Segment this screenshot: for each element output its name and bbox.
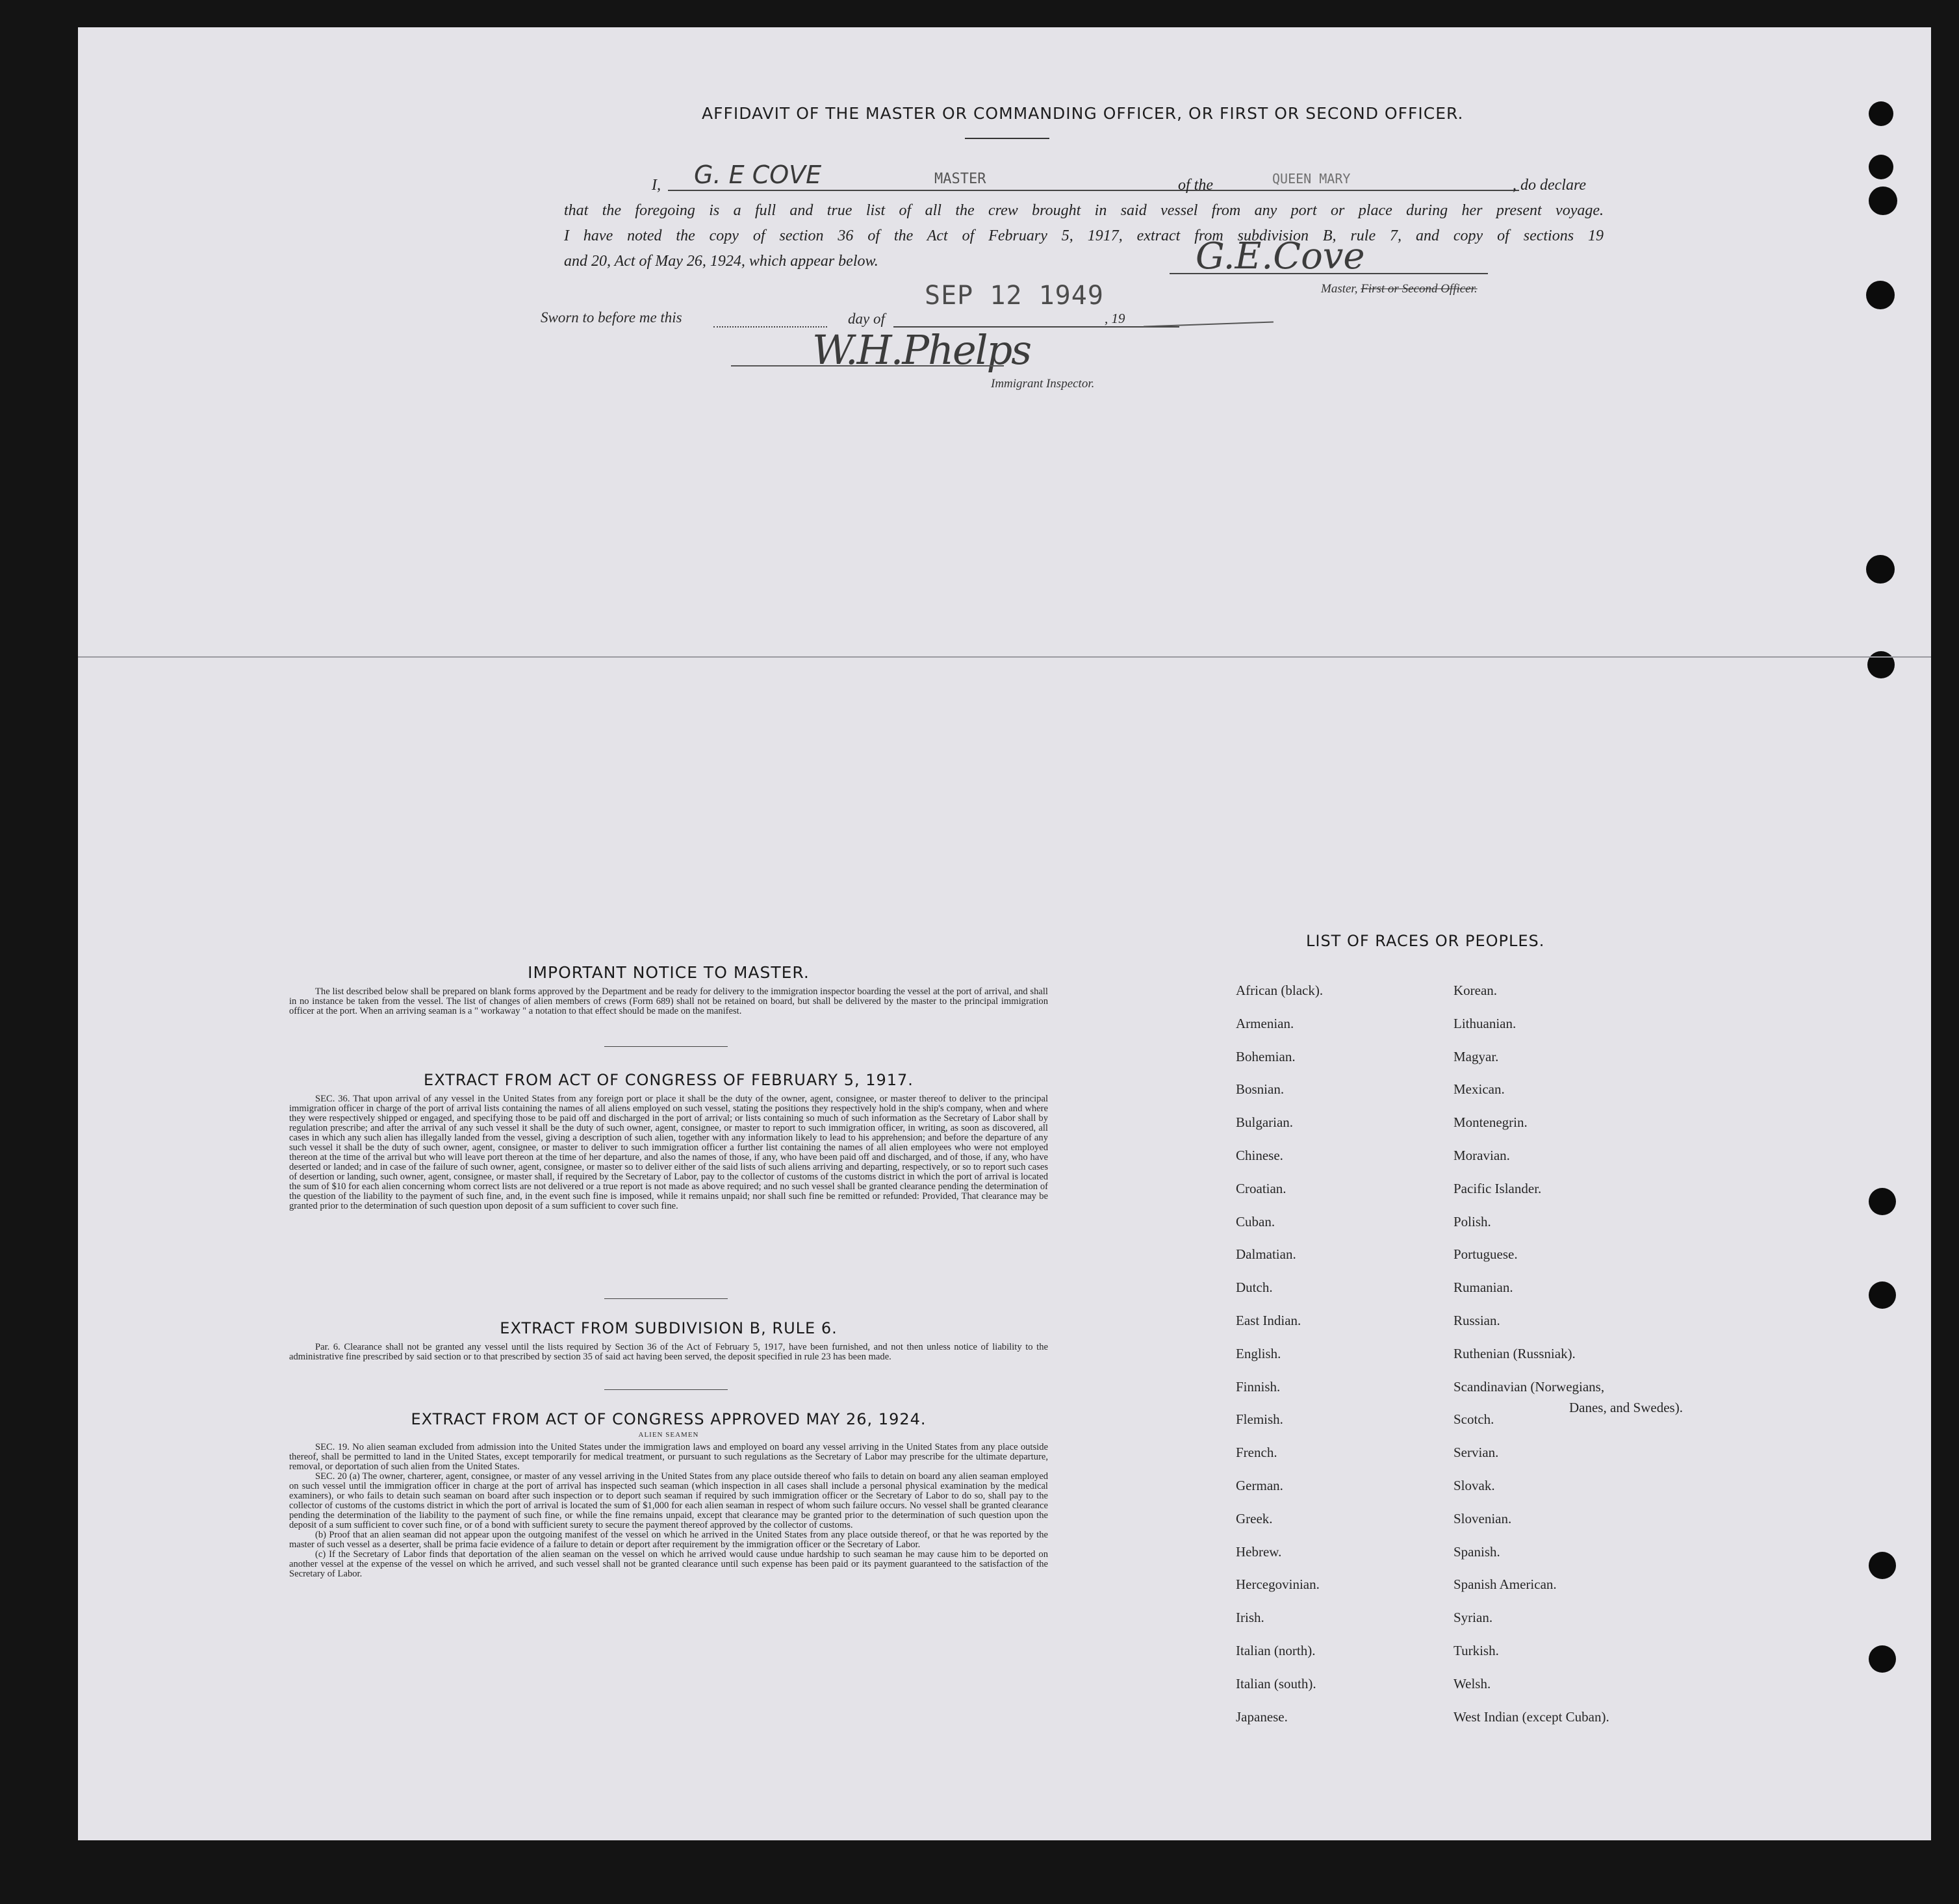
race-item-left: Finnish. [1236, 1378, 1281, 1395]
notice-title: IMPORTANT NOTICE TO MASTER. [528, 963, 810, 982]
race-item-right: Slovak. [1453, 1478, 1495, 1493]
race-item-left: Chinese. [1236, 1148, 1283, 1163]
struck-officer-caption: First or Second Officer. [1361, 282, 1478, 296]
master-caption-text: Master, [1321, 282, 1361, 296]
races-title: LIST OF RACES OR PEOPLES. [1306, 932, 1545, 950]
race-item-right: Lithuanian. [1453, 1015, 1517, 1031]
notice-section [289, 963, 1048, 1016]
race-item-left: Bulgarian. [1236, 1114, 1294, 1131]
race-item-left: Greek. [1236, 1510, 1273, 1526]
inspector-signature-line [731, 365, 1004, 367]
race-item-left: Flemish. [1236, 1411, 1283, 1428]
punch-hole [1869, 1188, 1896, 1215]
extract-1924-sec20b: (b) Proof that an alien seaman did not appear upon the outgoing manifest of the vessel on which he arrived in the United States from any place outside thereof, or that he was reported by the master of such vessel as a deserter, shall be prima facie evidence of a failure to detain or deport after requirement by the immigration officer or the Secretary of Labor. [289, 1530, 1048, 1550]
day-of-label: day of [848, 311, 885, 327]
race-item-left: Bosnian. [1236, 1081, 1285, 1098]
punch-hole [1866, 555, 1895, 584]
sworn-day-line [713, 326, 827, 328]
race-item-right: West Indian (except Cuban). [1453, 1708, 1609, 1725]
race-item-right: Russian. [1453, 1313, 1500, 1328]
race-item-left: Italian (south). [1236, 1675, 1316, 1692]
race-item-left: English. [1236, 1345, 1281, 1361]
race-item-right: Welsh. [1453, 1675, 1491, 1692]
punch-hole [1869, 101, 1893, 126]
sworn-label: Sworn to before me this [541, 309, 682, 326]
race-item-left: Hebrew. [1236, 1543, 1282, 1560]
extract-1917-text: SEC. 36. That upon arrival of any vessel in the United States from any foreign port or place it shall be the duty of the owner, agent, consignee, or master thereof to deliver to the principal immigration officer in charge of the port of arrival lists containing the names of all aliens employed on such vessel, stating the positions they respectively hold in the ship's company, when and where they were respectively shipped or engaged, and specifying those to be paid off and discharged in the port of arrival; or lists containing so much of such information as the Secretary of Labor shall by regulation prescribe; and after the arrival of any such vessel it shall be the duty of such owner, agent, consignee, or master to report to such immigration officer, in writing, as soon as discovered, all cases in which any such alien has illegally landed from the vessel, giving a description of such alien, together with any information likely to lead to his apprehension; and before the departure of any such vessel it shall be the duty of such owner, agent, consignee, or master to deliver to such immigration officer a further list containing the names of all alien employees who were not employed thereon at the time of the arrival but who will leave port thereon at the time of her departure, and also the names of those, if any, who have been paid off and discharged, and of those, if any, who have deserted or landed; and in case of the failure of such owner, agent, consignee, or master so to deliver either of the said lists of such aliens arriving and departing, respectively, or so to report such cases of desertion or landing, such owner, agent, consignee, or master shall, if required by the Secretary of Labor, pay to the collector of customs of the customs district in which the port of arrival is located the sum of $10 for each alien concerning whom correct lists are not delivered or a true report is not made as above required; and no such vessel shall be granted clearance pending the determination of the question of the liability to the payment of such fine, and, in the event such fine is imposed, while it remains unpaid; nor shall such fine be remitted or refunded: Provided, That clearance may be granted prior to the determination of such question upon deposit of a sum sufficient to cover such fine. [289, 1094, 1048, 1211]
extract-rule-text: Par. 6. Clearance shall not be granted any vessel until the lists required by Section 36 of the Act of February 5, 1917, have been furnished, and not then unless notice of liability to the administrative fine prescribed by said section or to that prescribed by section 35 of said act having been served, the deposit specified in rule 23 has been made. [289, 1342, 1048, 1362]
declaration-line-4: and 20, Act of May 26, 1924, which appear below. [564, 253, 878, 270]
year-label: , 19 [1105, 311, 1125, 326]
race-item-left: Italian (north). [1236, 1643, 1316, 1658]
race-item-right: Turkish. [1453, 1643, 1499, 1658]
title-divider [965, 138, 1049, 139]
race-item-right: Syrian. [1453, 1610, 1493, 1626]
race-item-left: French. [1236, 1445, 1277, 1461]
master-name-handwritten: G. E COVE [694, 161, 822, 189]
race-item-left: German. [1236, 1478, 1283, 1493]
extract-1924-sec20c: (c) If the Secretary of Labor finds that deportation of the alien seaman on the vessel on which he arrived would cause undue hardship to such seaman he may cause him to be deported on another vessel at the expense of the vessel on which he arrived, and such vessel shall not be granted clearance until such expense has been paid or its payment guaranteed to the satisfaction of the Secretary of Labor. [289, 1549, 1048, 1579]
punch-hole [1866, 281, 1895, 309]
race-item-right: Scandinavian (Norwegians, [1453, 1378, 1605, 1395]
extract-rule-title: EXTRACT FROM SUBDIVISION B, RULE 6. [500, 1319, 838, 1337]
i-label: I, [652, 177, 661, 194]
extract-rule-section [289, 1319, 1048, 1362]
race-item-left: Japanese. [1236, 1708, 1288, 1725]
punch-hole [1869, 1281, 1896, 1309]
notice-text: The list described below shall be prepared on blank forms approved by the Department and be ready for delivery to the immigration inspector boarding the vessel at the port of arrival, and shall in no instance be taken from the vessel. The list of changes of alien members of crews (Form 689) shall not be retained on board, but shall be delivered by the master to the principal immigration officer at the port. When an arriving seaman is a " workaway " a notation to that effect should be made on the manifest. [289, 986, 1048, 1016]
punch-hole [1867, 651, 1895, 678]
races-right-continuation: Danes, and Swedes). [1569, 1400, 1683, 1415]
race-item-left: Hercegovinian. [1236, 1576, 1320, 1593]
declaration-line-3: I have noted the copy of section 36 of the Act of February 5, 1917, extract from subdivision B, rule 7, and copy of sections 19 [564, 227, 1604, 244]
master-signature-line [1170, 273, 1488, 274]
inspector-caption: Immigrant Inspector. [991, 377, 1095, 391]
declaration-line-2: that the foregoing is a full and true list of all the crew brought in said vessel from any port or place during her present voyage. [564, 202, 1604, 219]
race-item-left: Bohemian. [1236, 1048, 1296, 1064]
race-item-left: Irish. [1236, 1610, 1264, 1626]
extract-1917-divider [604, 1298, 728, 1299]
extract-1924-sec19: SEC. 19. No alien seaman excluded from admission into the United States under the immigration laws and employed on board any vessel arriving in the United States from any place outside thereof, shall be permitted to land in the United States, except temporarily for medical treatment, or pursuant to such regulations as the Secretary of Labor may prescribe for the ultimate departure, removal, or deportation of such alien from the United States. [289, 1442, 1048, 1472]
of-the-label: of the [1178, 177, 1213, 194]
extract-1917-section [289, 1071, 1048, 1211]
race-item-right: Servian. [1453, 1445, 1499, 1461]
punch-hole [1869, 1645, 1896, 1673]
race-item-left: African (black). [1236, 983, 1324, 998]
race-item-right: Mexican. [1453, 1081, 1505, 1098]
vessel-fill-line [1243, 190, 1519, 191]
punch-hole [1869, 187, 1897, 215]
race-item-right: Slovenian. [1453, 1510, 1512, 1526]
punch-hole [1869, 155, 1893, 179]
master-caption [1321, 282, 1478, 296]
extract-1924-title: EXTRACT FROM ACT OF CONGRESS APPROVED MAY 26, 1924. [411, 1410, 927, 1428]
race-item-right: Magyar. [1453, 1048, 1499, 1064]
race-item-right: Spanish. [1453, 1543, 1500, 1560]
extract-1924-section [289, 1410, 1048, 1579]
date-stamp: SEP 12 1949 [925, 281, 1104, 311]
race-item-right: Scotch. [1453, 1411, 1494, 1428]
race-item-left: Armenian. [1236, 1015, 1294, 1031]
race-item-right: Ruthenian (Russniak). [1453, 1345, 1576, 1361]
punch-hole [1869, 1552, 1896, 1579]
race-item-right: Spanish American. [1453, 1576, 1557, 1593]
do-declare-label: , do declare [1513, 177, 1587, 194]
race-item-right: Portuguese. [1453, 1246, 1518, 1263]
race-item-right: Pacific Islander. [1453, 1180, 1542, 1196]
race-item-right: Montenegrin. [1453, 1114, 1528, 1131]
extract-1924-sec20a: SEC. 20 (a) The owner, charterer, agent, consignee, or master of any vessel arriving in the United States from any place outside thereof who fails to detain on board any alien seaman employed on such vessel until the immigration officer in charge at the port of arrival has inspected such seaman (which inspection in all cases shall include a personal physical examination by the medical examiners), or who fails to detain such seaman on board after such inspection or to deport such seaman if required by such immigration officer or the Secretary of Labor to do so, shall pay to the collector of customs of the customs district in which the port of arrival is located the sum of $1,000 for each alien seaman in respect of whom such failure occurs. No vessel shall be granted clearance pending the determination of the liability to the payment of such fine, or while the fine remains unpaid, except that clearance may be granted prior to the determination of such question upon the deposit of a sum sufficient to cover such fine, or of a bond with sufficient surety to secure the payment thereof approved by the collector of customs. [289, 1471, 1048, 1530]
extract-1924-subtitle: ALIEN SEAMEN [638, 1431, 699, 1439]
rank-typed: MASTER [934, 171, 986, 187]
notice-divider [604, 1046, 728, 1047]
extract-rule-divider [604, 1389, 728, 1390]
race-item-left: Croatian. [1236, 1180, 1287, 1196]
race-item-right: Polish. [1453, 1213, 1491, 1229]
vessel-name-typed: QUEEN MARY [1272, 171, 1351, 187]
race-item-right: Rumanian. [1453, 1280, 1513, 1296]
race-item-left: Dalmatian. [1236, 1246, 1296, 1263]
fold-line [78, 656, 1931, 658]
document-sheet [78, 27, 1931, 1840]
master-signature: G.E.Cove [1196, 235, 1365, 277]
extract-1917-title: EXTRACT FROM ACT OF CONGRESS OF FEBRUARY 5, 1917. [424, 1071, 914, 1089]
race-item-left: Cuban. [1236, 1213, 1275, 1229]
race-item-left: Dutch. [1236, 1280, 1273, 1296]
race-item-right: Korean. [1453, 983, 1498, 998]
affidavit-declaration [564, 161, 1604, 274]
race-item-left: East Indian. [1236, 1313, 1301, 1328]
race-item-right: Moravian. [1453, 1148, 1510, 1163]
affidavit-title: AFFIDAVIT OF THE MASTER OR COMMANDING OFFICER, OR FIRST OR SECOND OFFICER. [702, 104, 1464, 123]
stamp-stroke [1144, 322, 1274, 328]
inspector-signature: W.H.Phelps [812, 326, 1031, 374]
